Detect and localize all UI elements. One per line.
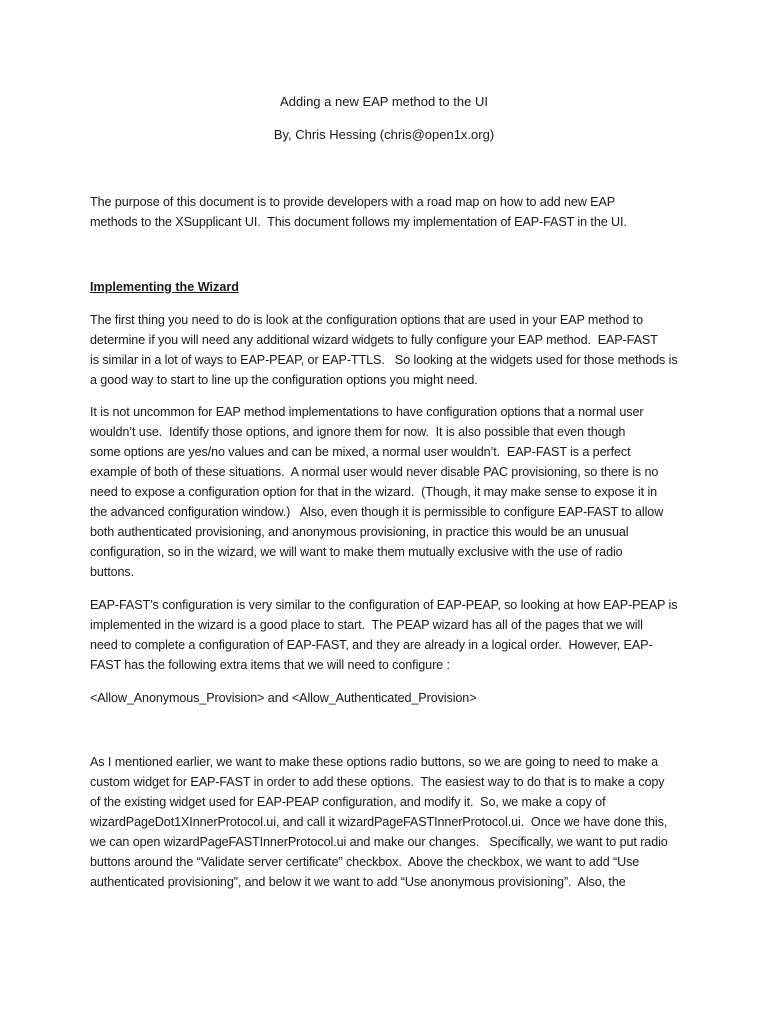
text-line: authenticated provisioning”, and below it we want to add “Use anonymous provisioning”. Also, the — [90, 875, 626, 889]
text-line: The purpose of this document is to provide developers with a road map on how to add new EAP — [90, 195, 616, 209]
text-line: wouldn’t use. Identify those options, and ignore them for now. It is also possible that even though — [90, 425, 626, 439]
document-title: Adding a new EAP method to the UI — [280, 94, 488, 109]
text-line: need to complete a configuration of EAP-FAST, and they are already in a logical order. However, EAP- — [90, 638, 653, 652]
text-line: is similar in a lot of ways to EAP-PEAP, or EAP-TTLS. So looking at the widgets used for those methods is — [90, 353, 678, 367]
text-line: configuration, so in the wizard, we will want to make them mutually exclusive with the use of radio — [90, 545, 623, 559]
text-line: some options are yes/no values and can be mixed, a normal user wouldn’t. EAP-FAST is a perfect — [90, 445, 631, 459]
text-line: the advanced configuration window.) Also, even though it is permissible to configure EAP-FAST to allow — [90, 505, 664, 519]
text-line: of the existing widget used for EAP-PEAP configuration, and modify it. So, we make a copy of — [90, 795, 606, 809]
text-line: a good way to start to line up the configuration options you might need. — [90, 373, 478, 387]
text-line: EAP-FAST’s configuration is very similar to the configuration of EAP-PEAP, so looking at how EAP-PEAP is — [90, 598, 678, 612]
section-heading: Implementing the Wizard — [90, 280, 239, 294]
text-line: we can open wizardPageFASTInnerProtocol.ui and make our changes. Specifically, we want to put radio — [90, 835, 668, 849]
text-line: methods to the XSupplicant UI. This document follows my implementation of EAP-FAST in the UI. — [90, 215, 627, 229]
text-line: It is not uncommon for EAP method implementations to have configuration options that a normal user — [90, 405, 644, 419]
paragraph-1 — [90, 310, 690, 390]
text-line: example of both of these situations. A normal user would never disable PAC provisioning, so there is no — [90, 465, 659, 479]
text-line: The first thing you need to do is look at the configuration options that are used in your EAP method to — [90, 313, 644, 327]
text-line: implemented in the wizard is a good place to start. The PEAP wizard has all of the pages that we will — [90, 618, 643, 632]
paragraph-3 — [90, 595, 690, 675]
text-line: As I mentioned earlier, we want to make these options radio buttons, so we are going to need to make a — [90, 755, 659, 769]
intro-paragraph — [90, 192, 690, 232]
text-line: <Allow_Anonymous_Provision> and <Allow_Authenticated_Provision> — [90, 691, 477, 705]
text-line: determine if you will need any additional wizard widgets to fully configure your EAP method. EAP-FAST — [90, 333, 658, 347]
paragraph-4 — [90, 752, 690, 892]
text-line: need to expose a configuration option for that in the wizard. (Though, it may make sense to expose it in — [90, 485, 658, 499]
text-line: custom widget for EAP-FAST in order to add these options. The easiest way to do that is to make a copy — [90, 775, 665, 789]
text-line: buttons around the “Validate server certificate” checkbox. Above the checkbox, we want to add “Use — [90, 855, 640, 869]
text-line: wizardPageDot1XInnerProtocol.ui, and call it wizardPageFASTInnerProtocol.ui. Once we have done this, — [90, 815, 668, 829]
text-line: FAST has the following extra items that we will need to configure : — [90, 658, 450, 672]
text-line: buttons. — [90, 565, 135, 579]
document-byline: By, Chris Hessing (chris@open1x.org) — [273, 127, 495, 142]
provision-tags-line — [90, 688, 690, 708]
paragraph-2 — [90, 402, 690, 582]
text-line: both authenticated provisioning, and anonymous provisioning, in practice this would be an unusual — [90, 525, 629, 539]
